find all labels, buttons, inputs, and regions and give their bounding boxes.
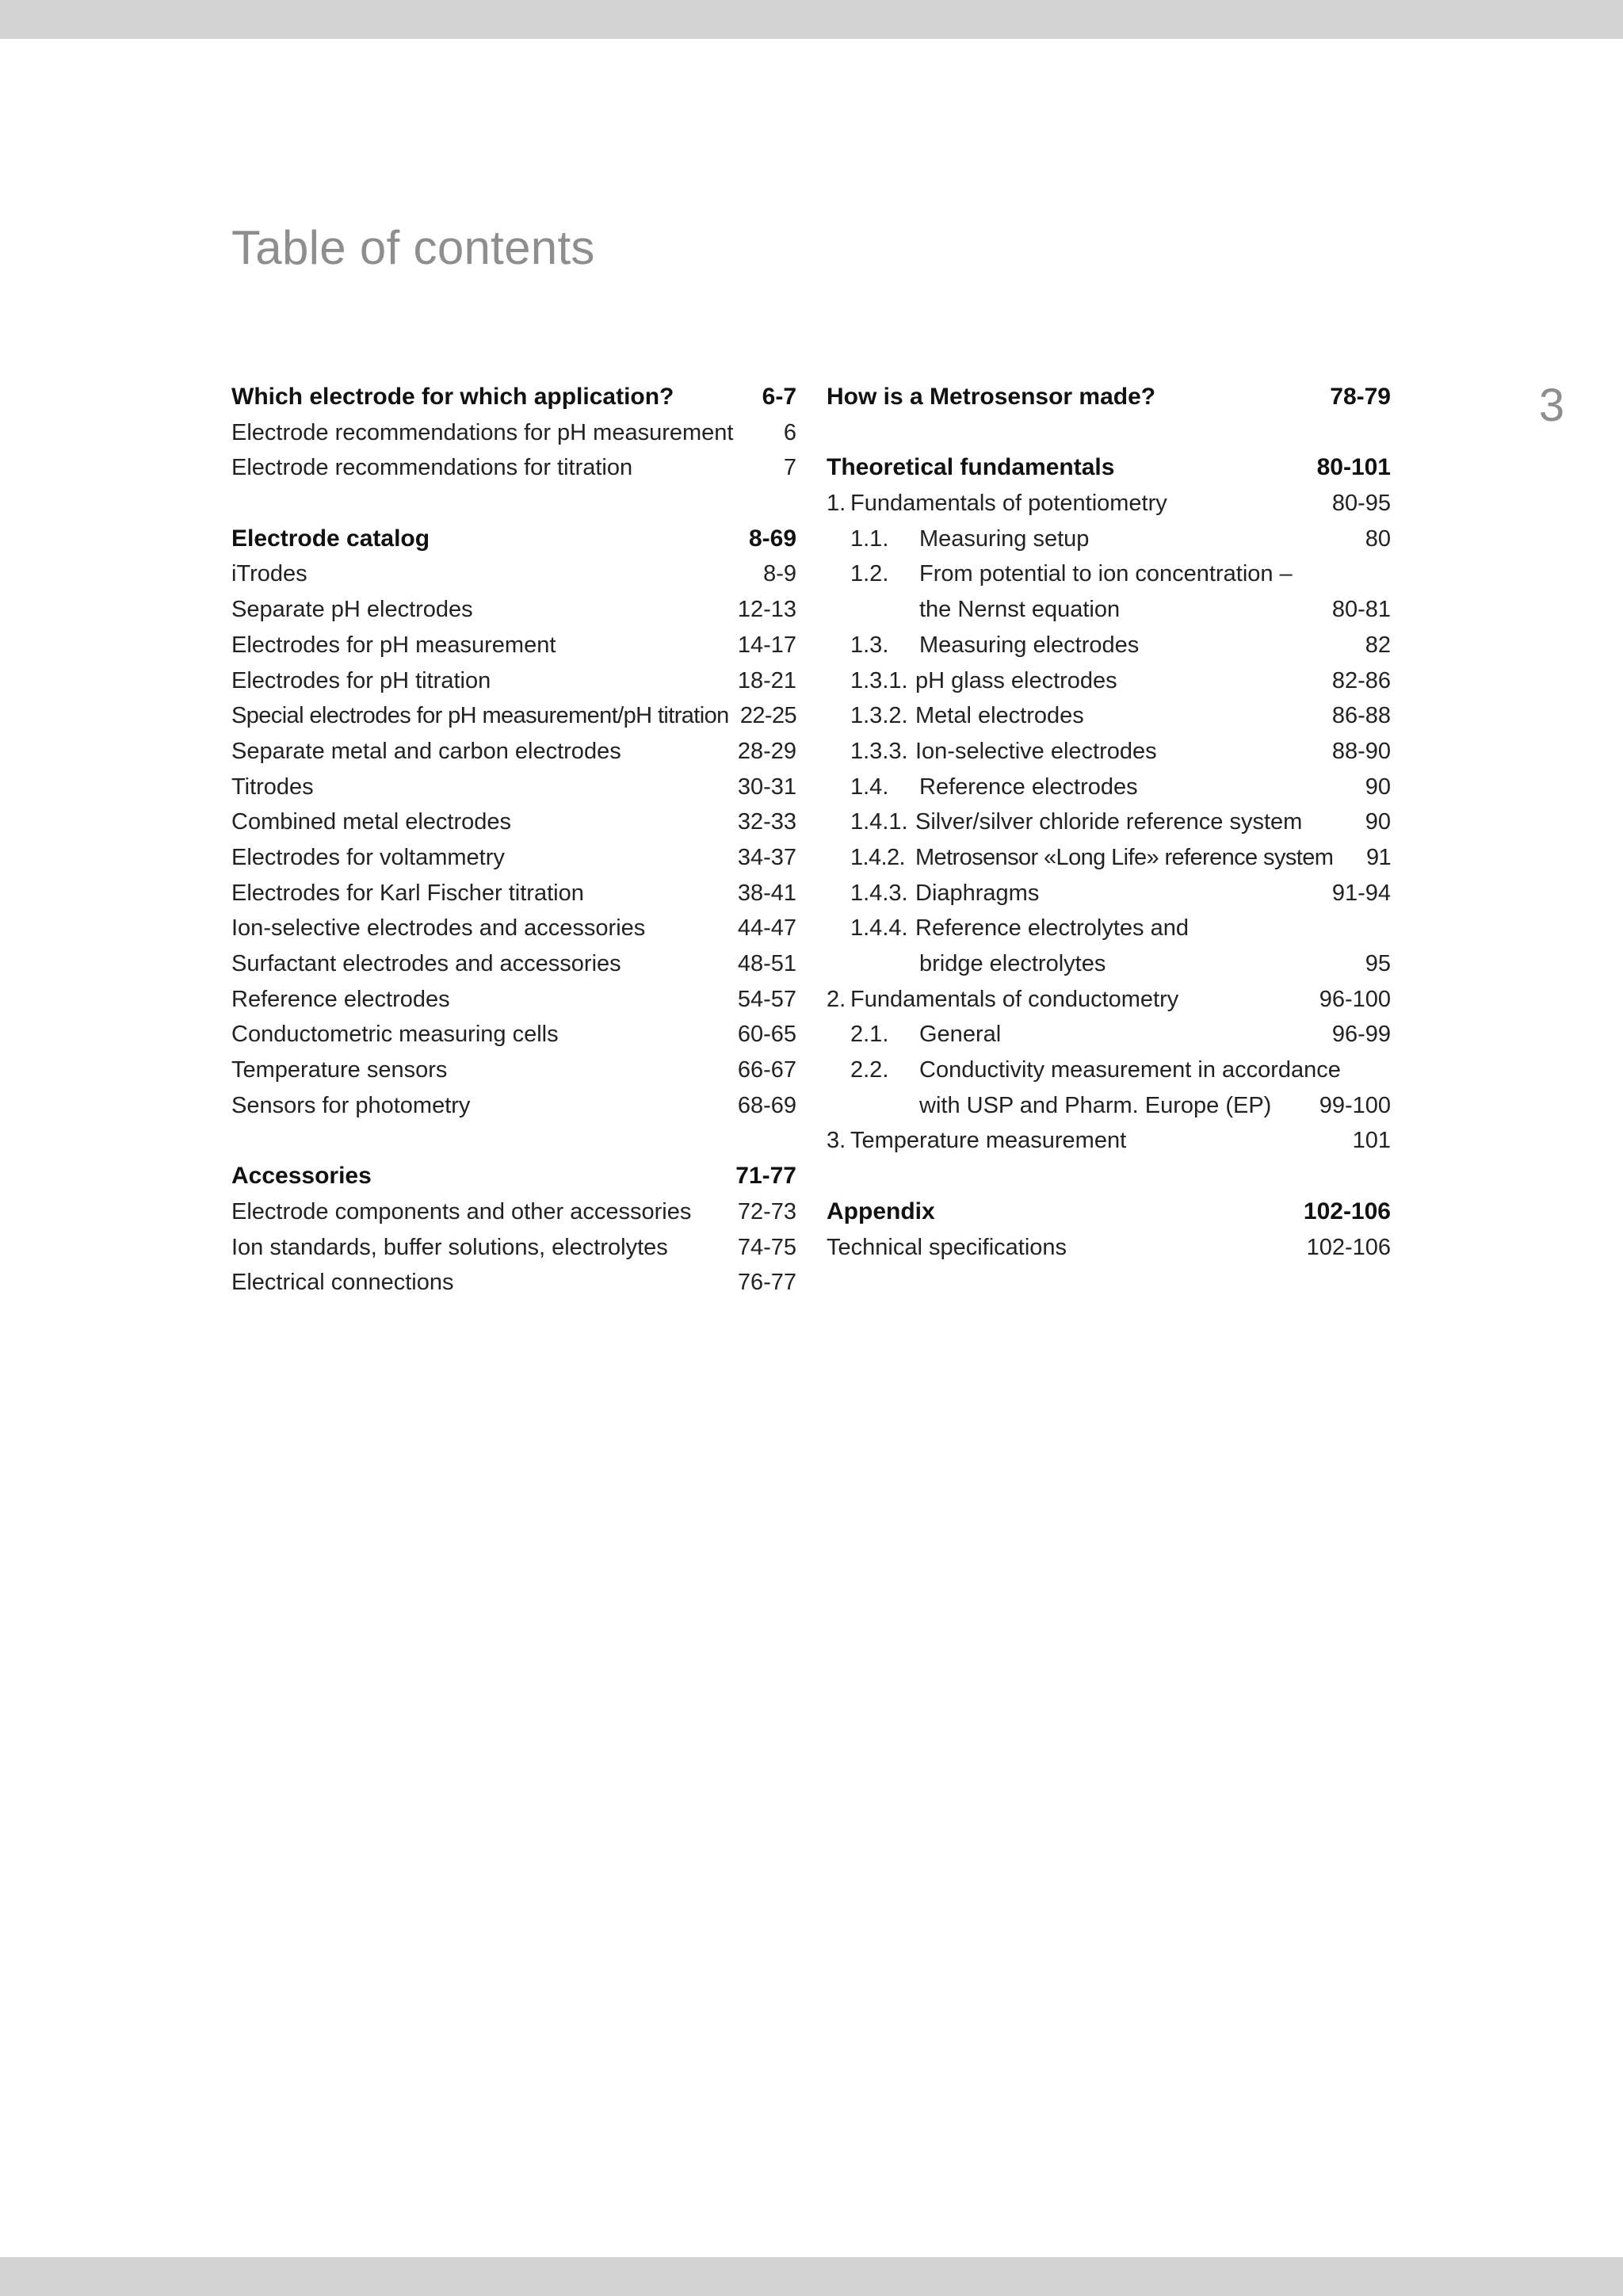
entry-number: 1.4.1. (850, 809, 908, 835)
entry-label: Fundamentals of potentiometry (850, 491, 1167, 517)
entry-label: Ion-selective electrodes (915, 738, 1157, 764)
toc-entry[interactable] (827, 982, 1391, 1018)
toc-section-heading[interactable] (231, 1159, 796, 1194)
toc-entry[interactable] (827, 734, 1391, 770)
toc-entry[interactable] (231, 946, 796, 982)
entry-page: 66-67 (737, 1057, 796, 1083)
entry-label: Conductivity measurement in accordance (919, 1057, 1341, 1083)
entry-label: Electrodes for Karl Fischer titration (231, 880, 584, 906)
entry-label: iTrodes (231, 561, 307, 587)
entry-page: 18-21 (737, 667, 796, 693)
entry-number: 2. (827, 986, 846, 1012)
entry-page: 28-29 (737, 738, 796, 764)
entry-page: 54-57 (737, 986, 796, 1012)
toc-entry[interactable] (827, 1017, 1391, 1052)
entry-number: 1. (827, 491, 846, 517)
entry-page: 99-100 (1319, 1092, 1391, 1118)
toc-entry[interactable] (231, 1088, 796, 1124)
toc-entry[interactable] (231, 911, 796, 946)
entry-page: 7 (783, 455, 796, 481)
entry-number: 1.4.2. (850, 844, 905, 870)
entry-label: Ion-selective electrodes and accessories (231, 915, 646, 942)
section-pages: 71-77 (735, 1163, 796, 1190)
entry-label: Fundamentals of conductometry (850, 986, 1179, 1012)
entry-label-continued: bridge electrolytes (919, 951, 1106, 976)
entry-label: Separate metal and carbon electrodes (231, 738, 621, 764)
toc-entry-continuation[interactable] (827, 1088, 1391, 1124)
entry-page: 80 (1365, 525, 1391, 552)
entry-page: 6 (783, 419, 796, 445)
toc-entry[interactable] (827, 1230, 1391, 1266)
entry-label: Reference electrodes (231, 986, 450, 1012)
toc-entry[interactable] (231, 698, 796, 734)
entry-label-continued: with USP and Pharm. Europe (EP) (919, 1092, 1272, 1118)
entry-label: Electrode recommendations for pH measurement (231, 419, 734, 445)
toc-entry[interactable] (231, 1230, 796, 1266)
entry-label: Ion standards, buffer solutions, electrolytes (231, 1234, 668, 1260)
toc-entry[interactable] (827, 1123, 1391, 1159)
entry-page: 101 (1352, 1128, 1391, 1154)
entry-page: 44-47 (737, 915, 796, 942)
entry-page: 38-41 (737, 880, 796, 906)
entry-page: 95 (1365, 951, 1391, 976)
toc-entry[interactable] (231, 982, 796, 1018)
entry-label: Metrosensor «Long Life» reference system (915, 844, 1334, 870)
section-pages: 78-79 (1330, 384, 1391, 410)
section-title: Theoretical fundamentals (827, 454, 1115, 481)
entry-page: 68-69 (737, 1092, 796, 1118)
entry-page: 80-95 (1331, 491, 1391, 517)
spacer (827, 415, 1391, 451)
entry-number: 2.2. (850, 1057, 889, 1083)
toc-entry[interactable] (231, 876, 796, 911)
toc-section-heading[interactable] (827, 450, 1391, 486)
toc-entry-continuation[interactable] (827, 946, 1391, 982)
entry-page: 86-88 (1331, 703, 1391, 729)
entry-number: 3. (827, 1128, 846, 1154)
top-border-band (0, 0, 1623, 39)
section-title: How is a Metrosensor made? (827, 384, 1156, 410)
entry-page: 96-100 (1319, 986, 1391, 1012)
entry-page: 8-9 (763, 561, 796, 587)
entry-number: 1.3.3. (850, 738, 908, 764)
entry-page: 72-73 (737, 1198, 796, 1224)
toc-entry[interactable] (231, 415, 796, 451)
toc-entry-continuation[interactable] (827, 592, 1391, 628)
section-pages: 80-101 (1316, 454, 1391, 481)
entry-label: pH glass electrodes (915, 667, 1117, 693)
toc-entry[interactable] (231, 840, 796, 876)
entry-label: Reference electrodes (919, 774, 1138, 800)
entry-page: 91-94 (1331, 880, 1391, 906)
entry-label: Electrical connections (231, 1270, 454, 1296)
entry-page: 14-17 (737, 632, 796, 658)
toc-entry[interactable] (231, 770, 796, 805)
toc-entry[interactable] (231, 1017, 796, 1052)
page-number: 3 (1538, 380, 1565, 431)
section-pages: 6-7 (762, 384, 796, 410)
entry-page: 80-81 (1331, 597, 1391, 623)
entry-page: 82-86 (1331, 667, 1391, 693)
toc-entry[interactable] (231, 734, 796, 770)
entry-page: 88-90 (1331, 738, 1391, 764)
entry-page: 82 (1365, 632, 1391, 658)
entry-label: General (919, 1022, 1002, 1048)
section-pages: 102-106 (1303, 1198, 1391, 1224)
entry-label: Silver/silver chloride reference system (915, 809, 1303, 835)
entry-label: Combined metal electrodes (231, 809, 512, 835)
toc-entry[interactable] (827, 628, 1391, 663)
entry-label: Metal electrodes (915, 703, 1084, 729)
entry-page: 32-33 (737, 809, 796, 835)
toc-entry[interactable] (231, 556, 796, 592)
entry-label: Reference electrolytes and (915, 915, 1189, 942)
entry-label: Special electrodes for pH measurement/pH titration (231, 703, 729, 729)
section-title: Which electrode for which application? (231, 384, 674, 410)
toc-entry[interactable] (827, 663, 1391, 699)
section-title: Accessories (231, 1163, 372, 1190)
entry-label: Electrodes for pH measurement (231, 632, 556, 658)
toc-entry[interactable] (231, 628, 796, 663)
entry-label: Surfactant electrodes and accessories (231, 951, 621, 976)
toc-entry[interactable] (827, 876, 1391, 911)
entry-label: Measuring setup (919, 525, 1090, 552)
entry-label: Electrode components and other accessories (231, 1198, 692, 1224)
entry-number: 1.4.4. (850, 915, 908, 942)
entry-number: 1.4. (850, 774, 889, 800)
toc-entry[interactable] (827, 911, 1391, 946)
entry-number: 1.3.1. (850, 667, 908, 693)
entry-page: 22-25 (739, 703, 796, 729)
toc-section-heading[interactable] (827, 380, 1391, 415)
entry-page: 30-31 (737, 774, 796, 800)
section-pages: 8-69 (748, 525, 796, 552)
entry-label: Electrodes for pH titration (231, 667, 491, 693)
entry-number: 2.1. (850, 1022, 889, 1048)
toc-entry[interactable] (827, 770, 1391, 805)
toc-entry[interactable] (827, 556, 1391, 592)
entry-label: Separate pH electrodes (231, 597, 473, 623)
toc-left-column (231, 380, 796, 1301)
entry-label: Diaphragms (915, 880, 1040, 906)
toc-entry[interactable] (231, 450, 796, 486)
entry-number: 1.2. (850, 561, 889, 587)
entry-page: 90 (1365, 774, 1391, 800)
toc-entry[interactable] (827, 698, 1391, 734)
entry-label: Electrode recommendations for titration (231, 455, 633, 481)
entry-page: 102-106 (1306, 1234, 1391, 1260)
toc-entry[interactable] (827, 486, 1391, 521)
toc-section-heading[interactable] (231, 521, 796, 557)
entry-label: Sensors for photometry (231, 1092, 471, 1118)
entry-label: Temperature measurement (850, 1128, 1127, 1154)
entry-label: Titrodes (231, 774, 314, 800)
entry-label: Conductometric measuring cells (231, 1022, 559, 1048)
spacer (231, 1123, 796, 1159)
toc-entry[interactable] (827, 840, 1391, 876)
section-title: Electrode catalog (231, 525, 430, 552)
entry-label: From potential to ion concentration – (919, 561, 1293, 587)
entry-label: Measuring electrodes (919, 632, 1140, 658)
section-title: Appendix (827, 1198, 935, 1224)
toc-section-heading[interactable] (231, 380, 796, 415)
entry-page: 12-13 (737, 597, 796, 623)
toc-entry[interactable] (231, 663, 796, 699)
toc-section-heading[interactable] (827, 1194, 1391, 1230)
toc-entry[interactable] (231, 804, 796, 840)
entry-page: 34-37 (737, 844, 796, 870)
toc-entry[interactable] (231, 592, 796, 628)
entry-page: 48-51 (737, 951, 796, 976)
page-title: Table of contents (231, 221, 595, 274)
entry-page: 96-99 (1331, 1022, 1391, 1048)
spacer (827, 1159, 1391, 1194)
spacer (231, 486, 796, 521)
toc-entry[interactable] (231, 1052, 796, 1088)
entry-page: 90 (1365, 809, 1391, 835)
entry-page: 74-75 (737, 1234, 796, 1260)
entry-page: 91 (1365, 844, 1391, 870)
entry-number: 1.3.2. (850, 703, 908, 729)
toc-entry[interactable] (231, 1194, 796, 1230)
toc-entry[interactable] (827, 1052, 1391, 1088)
bottom-border-band (0, 2257, 1623, 2296)
entry-label: Temperature sensors (231, 1057, 448, 1083)
entry-number: 1.3. (850, 632, 889, 658)
entry-number: 1.1. (850, 525, 889, 552)
entry-label: Electrodes for voltammetry (231, 844, 505, 870)
entry-page: 76-77 (737, 1270, 796, 1296)
toc-entry[interactable] (231, 1265, 796, 1301)
entry-number: 1.4.3. (850, 880, 908, 906)
entry-label-continued: the Nernst equation (919, 597, 1121, 623)
toc-entry[interactable] (827, 804, 1391, 840)
entry-page: 60-65 (737, 1022, 796, 1048)
toc-right-column (827, 380, 1391, 1265)
entry-label: Technical specifications (827, 1234, 1067, 1260)
toc-entry[interactable] (827, 521, 1391, 557)
